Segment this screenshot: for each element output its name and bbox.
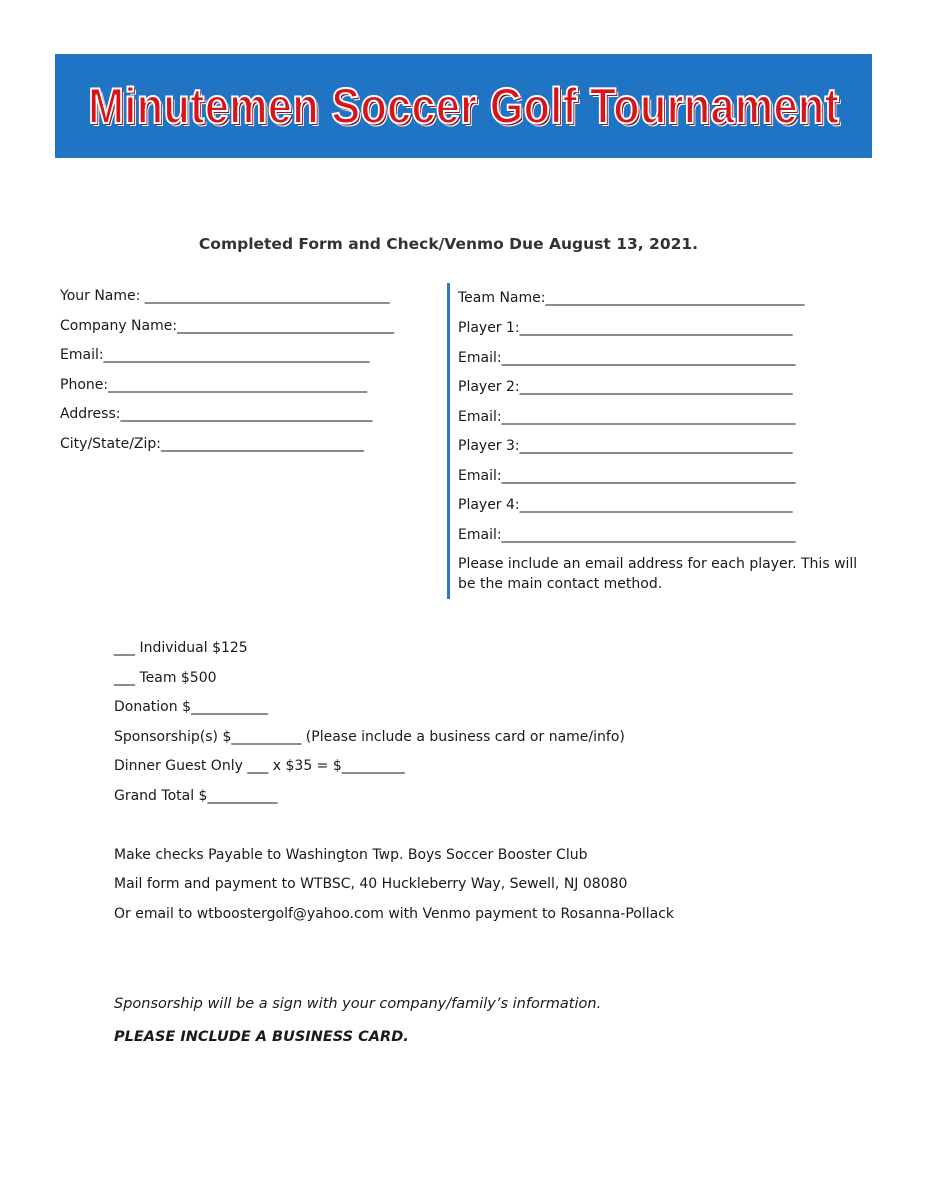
business-card-note: PLEASE INCLUDE A BUSINESS CARD. xyxy=(114,1029,409,1045)
due-date-notice: Completed Form and Check/Venmo Due August 13, 2021. xyxy=(198,235,699,253)
team-name-field[interactable]: Team Name:_____________________________________ xyxy=(458,290,805,306)
player-1-field[interactable]: Player 1:_______________________________________ xyxy=(458,320,793,336)
individual-fee-option[interactable]: ___ Individual $125 xyxy=(114,640,248,656)
team-fee-option[interactable]: ___ Team $500 xyxy=(114,670,217,686)
team-email-note: Please include an email address for each player. This will be the main contact method. xyxy=(458,556,858,592)
city-state-zip-field[interactable]: City/State/Zip:_____________________________ xyxy=(60,436,365,452)
player-4-field[interactable]: Player 4:_______________________________________ xyxy=(458,497,793,513)
contact-email-field[interactable]: Email:______________________________________ xyxy=(60,347,370,363)
player-4-email-field[interactable]: Email:__________________________________________ xyxy=(458,527,796,543)
phone-field[interactable]: Phone:_____________________________________ xyxy=(60,377,368,393)
company-name-field[interactable]: Company Name:_______________________________ xyxy=(60,318,395,334)
sponsorship-field[interactable]: Sponsorship(s) $__________ (Please include a business card or name/info) xyxy=(114,729,625,745)
sponsorship-sign-note: Sponsorship will be a sign with your company/family’s information. xyxy=(114,996,602,1012)
email-venmo-text: Or email to wtboostergolf@yahoo.com with Venmo payment to Rosanna-Pollack xyxy=(114,906,675,922)
player-3-field[interactable]: Player 3:_______________________________________ xyxy=(458,438,793,454)
player-2-field[interactable]: Player 2:_______________________________________ xyxy=(458,379,793,395)
player-1-email-field[interactable]: Email:__________________________________________ xyxy=(458,350,796,366)
dinner-guest-field[interactable]: Dinner Guest Only ___ x $35 = $_________ xyxy=(114,758,405,774)
donation-field[interactable]: Donation $___________ xyxy=(114,699,268,715)
title-banner xyxy=(55,54,872,158)
grand-total-field[interactable]: Grand Total $__________ xyxy=(114,788,278,804)
page-title: Minutemen Soccer Golf Tournament xyxy=(87,78,840,134)
player-2-email-field[interactable]: Email:__________________________________________ xyxy=(458,409,796,425)
your-name-field[interactable]: Your Name: ___________________________________ xyxy=(60,288,390,304)
payable-to-text: Make checks Payable to Washington Twp. Boys Soccer Booster Club xyxy=(114,847,588,863)
mail-address-text: Mail form and payment to WTBSC, 40 Huckleberry Way, Sewell, NJ 08080 xyxy=(114,876,628,892)
column-divider xyxy=(447,283,450,599)
address-field[interactable]: Address:____________________________________ xyxy=(60,406,373,422)
player-3-email-field[interactable]: Email:__________________________________________ xyxy=(458,468,796,484)
